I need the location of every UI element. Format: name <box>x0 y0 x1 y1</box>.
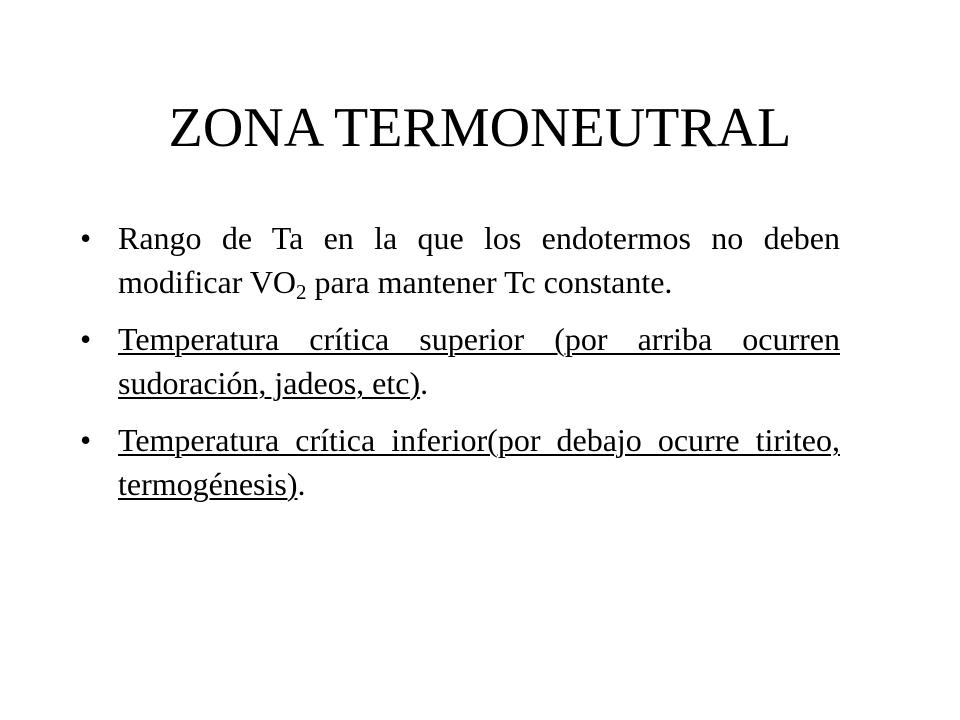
bullet-text-2-trailing: . <box>420 365 429 401</box>
bullet-dot-icon: • <box>80 220 92 256</box>
bullet-item-1 <box>80 216 840 304</box>
bullet-text-3 <box>118 422 840 502</box>
slide-title: ZONA TERMONEUTRAL <box>168 97 792 159</box>
bullet-list <box>80 216 840 519</box>
bullet-text-2-underlined: Temperatura crítica superior (por arriba ocurren sudoración, jadeos, etc) <box>118 321 840 401</box>
bullet-text-1-rest: para mantener Tc constante. <box>306 264 673 300</box>
bullet-text-3-trailing: . <box>297 466 306 502</box>
bullet-item-2 <box>80 317 840 405</box>
subscript: 2 <box>296 280 307 304</box>
bullet-text-1-main: Rango de Ta en la que los endotermos no deben modificar VO <box>118 220 840 300</box>
bullet-text-3-underlined: Temperatura crítica inferior(por debajo ocurre tiriteo, termogénesis) <box>118 422 840 502</box>
bullet-text-1 <box>118 220 840 304</box>
bullet-dot-icon: • <box>80 422 92 458</box>
bullet-text-2 <box>118 321 840 401</box>
bullet-item-3 <box>80 418 840 506</box>
bullet-dot-icon: • <box>80 321 92 357</box>
